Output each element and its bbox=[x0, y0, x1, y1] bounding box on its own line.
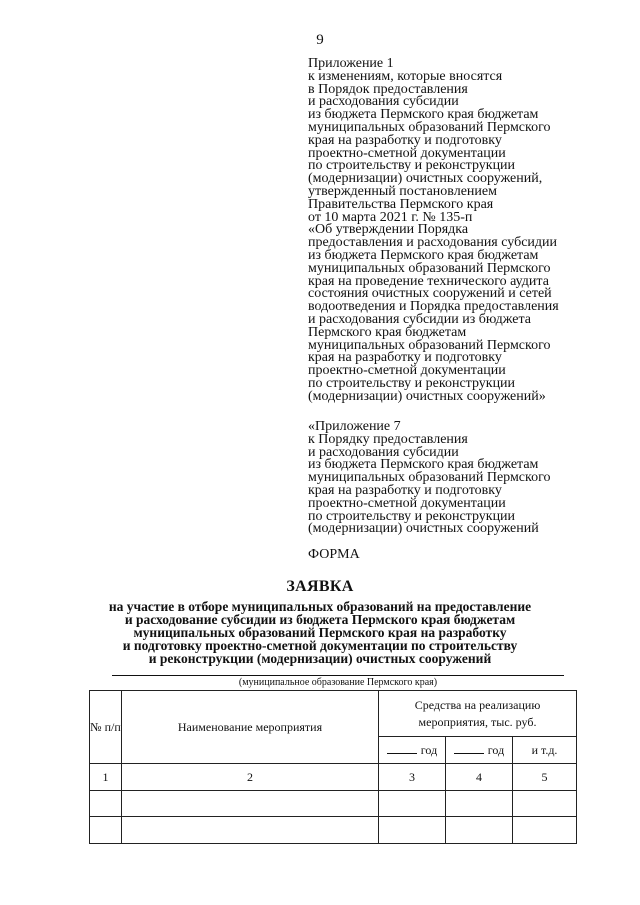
application-form-table bbox=[89, 690, 577, 844]
text-line: и расходования субсидии bbox=[308, 94, 459, 110]
text-line: (модернизации) очистных сооружений» bbox=[308, 388, 546, 404]
text-line: края на проведение технического аудита bbox=[308, 273, 549, 289]
header-name: Наименование мероприятия bbox=[122, 691, 379, 764]
text-line: и расходования субсидии bbox=[308, 444, 459, 460]
text-line: к Порядку предоставления bbox=[308, 431, 468, 447]
header-number: № п/п bbox=[90, 691, 122, 764]
text-line: предоставления и расходования субсидии bbox=[308, 235, 558, 251]
text-line: Правительства Пермского края bbox=[308, 196, 494, 212]
text-line: и подготовку проектно-сметной документации по строительству bbox=[122, 638, 518, 653]
year-blank bbox=[387, 743, 417, 754]
header-etc: и т.д. bbox=[513, 737, 577, 764]
year-blank bbox=[454, 743, 484, 754]
header-funds: Средства на реализацию мероприятия, тыс. руб. bbox=[379, 691, 577, 737]
text-line: и реконструкции (модернизации) очистных сооружений bbox=[148, 651, 492, 666]
table-cell: 1 bbox=[90, 764, 122, 791]
text-line: на участие в отборе муниципальных образований на предоставление bbox=[108, 599, 532, 614]
text-line: по строительству и реконструкции bbox=[308, 508, 516, 524]
table-cell: 3 bbox=[379, 764, 446, 791]
text-line: Приложение 1 bbox=[308, 56, 394, 71]
document-title: ЗАЯВКА bbox=[286, 578, 354, 595]
text-line: из бюджета Пермского края бюджетам bbox=[308, 457, 539, 473]
text-line: по строительству и реконструкции bbox=[308, 375, 516, 391]
table-cell bbox=[513, 817, 577, 844]
text-line: водоотведения и Порядка предоставления bbox=[308, 299, 559, 315]
table-cell bbox=[379, 817, 446, 844]
text-line: края на разработку и подготовку bbox=[308, 132, 502, 148]
table-cell bbox=[122, 817, 379, 844]
header-year-2 bbox=[446, 737, 513, 764]
text-line: утвержденный постановлением bbox=[308, 183, 497, 199]
text-line: «Приложение 7 bbox=[308, 419, 401, 434]
text-line: от 10 марта 2021 г. № 135-п bbox=[308, 209, 473, 225]
table-cell bbox=[90, 791, 122, 817]
text-line: муниципальных образований Пермского bbox=[308, 119, 551, 135]
year-label: год bbox=[420, 742, 438, 757]
municipality-caption: (муниципальное образование Пермского края) bbox=[238, 677, 438, 688]
text-line: проектно-сметной документации bbox=[308, 145, 506, 161]
table-cell bbox=[379, 791, 446, 817]
text-line: проектно-сметной документации bbox=[308, 495, 506, 511]
text-line: края на разработку и подготовку bbox=[308, 482, 502, 498]
text-line: из бюджета Пермского края бюджетам bbox=[308, 107, 539, 123]
text-line: Пермского края бюджетам bbox=[308, 324, 467, 340]
text-line: по строительству и реконструкции bbox=[308, 158, 516, 174]
text-line: края на разработку и подготовку bbox=[308, 350, 502, 366]
table-cell bbox=[90, 817, 122, 844]
text-line: проектно-сметной документации bbox=[308, 363, 506, 379]
table-row bbox=[90, 817, 577, 844]
text-line: и расходование субсидии из бюджета Пермского края бюджетам bbox=[124, 612, 516, 627]
text-line: состояния очистных сооружений и сетей bbox=[308, 286, 552, 302]
table-row-numbers bbox=[90, 764, 577, 791]
table-cell: 4 bbox=[446, 764, 513, 791]
text-line: (модернизации) очистных сооружений bbox=[308, 521, 539, 537]
table-cell bbox=[122, 791, 379, 817]
table-cell bbox=[513, 791, 577, 817]
table-row bbox=[90, 791, 577, 817]
text-line: муниципальных образований Пермского bbox=[308, 337, 551, 353]
table-cell bbox=[446, 817, 513, 844]
table-cell: 2 bbox=[122, 764, 379, 791]
text-line: муниципальных образований Пермского bbox=[308, 470, 551, 486]
text-line: муниципальных образований Пермского края на разработку bbox=[133, 625, 507, 640]
appendix-1-block bbox=[308, 58, 608, 404]
text-line: муниципальных образований Пермского bbox=[308, 260, 551, 276]
table-cell bbox=[446, 791, 513, 817]
municipality-underline bbox=[112, 675, 564, 676]
text-line: к изменениям, которые вносятся bbox=[308, 68, 503, 84]
document-subtitle bbox=[0, 600, 640, 665]
text-line: (модернизации) очистных сооружений, bbox=[308, 171, 543, 187]
text-line: «Об утверждении Порядка bbox=[308, 222, 469, 238]
year-label: год bbox=[487, 742, 505, 757]
header-year-1 bbox=[379, 737, 446, 764]
table-cell: 5 bbox=[513, 764, 577, 791]
text-line: и расходования субсидии из бюджета bbox=[308, 311, 531, 327]
text-line: из бюджета Пермского края бюджетам bbox=[308, 247, 539, 263]
appendix-7-block bbox=[308, 421, 608, 536]
forma-label: ФОРМА bbox=[308, 547, 360, 562]
text-line: в Порядок предоставления bbox=[308, 81, 468, 97]
page-number: 9 bbox=[316, 32, 324, 48]
